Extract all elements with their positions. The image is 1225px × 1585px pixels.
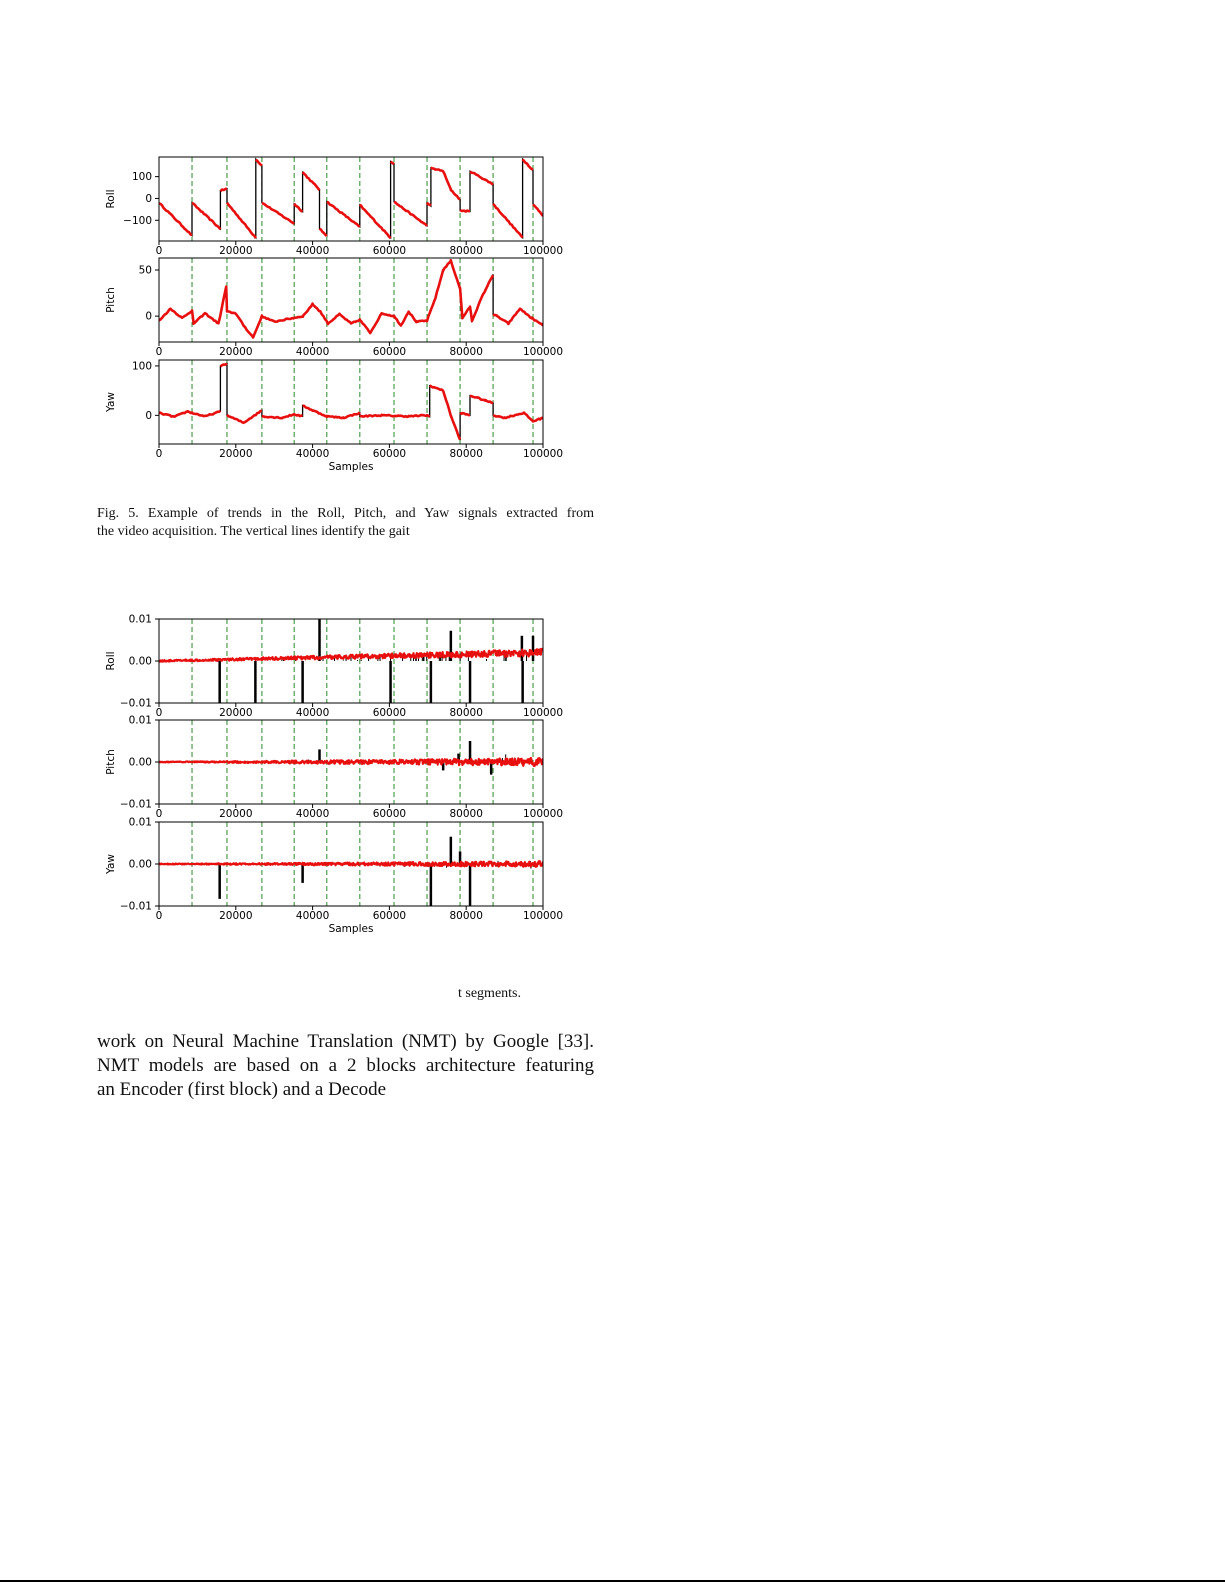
x-tick-label: 40000 [295, 808, 330, 820]
x-tick-label: 0 [155, 346, 163, 358]
x-tick-label: 0 [155, 245, 163, 257]
y-tick-label: −0.01 [119, 798, 152, 811]
x-tick-label: 80000 [449, 448, 483, 460]
panel-yaw [105, 817, 563, 923]
x-tick-label: 40000 [295, 245, 330, 257]
x-tick-label: 80000 [449, 808, 483, 820]
y-axis-label: Pitch [105, 287, 117, 313]
body-line-3: an Encoder (first block) and a Decode [97, 1079, 387, 1100]
y-tick-label: 0.01 [128, 613, 152, 626]
x-tick-label: 100000 [522, 245, 564, 257]
y-axis-label: Yaw [105, 854, 117, 874]
caption-line-2: the video acquisition. The vertical lines identify the gait [97, 524, 410, 539]
panel-pitch [105, 715, 563, 821]
x-tick-label: 40000 [295, 910, 330, 922]
x-tick-label: 100000 [522, 346, 564, 358]
x-tick-label: 100000 [522, 808, 564, 820]
x-tick-label: 100000 [522, 448, 564, 460]
caption-line-1: Fig. 5. Example of trends in the Roll, Pitch, and Yaw signals extracted from [97, 506, 594, 521]
x-tick-label: 60000 [372, 346, 407, 358]
x-tick-label: 0 [155, 448, 163, 460]
roll-pitch-yaw-derivative-chart [95, 612, 565, 942]
y-tick-label: −100 [123, 214, 152, 227]
axes-frame [159, 157, 543, 241]
page-bottom-rule [0, 1580, 1225, 1582]
y-tick-label: 0.00 [128, 858, 152, 871]
body-line-1: work on Neural Machine Translation (NMT) by Google [33]. [97, 1031, 594, 1052]
panel-roll [105, 157, 563, 257]
y-axis-label: Pitch [105, 749, 117, 775]
x-axis-label: Samples [328, 461, 374, 473]
x-tick-label: 40000 [295, 346, 330, 358]
x-tick-label: 60000 [372, 448, 407, 460]
x-tick-label: 80000 [449, 910, 483, 922]
y-axis-label: Yaw [105, 392, 117, 412]
panel-roll [105, 614, 563, 720]
y-tick-label: 100 [131, 360, 152, 373]
y-tick-label: 0.01 [128, 816, 152, 829]
y-tick-label: −0.01 [119, 900, 152, 913]
x-tick-label: 80000 [449, 707, 483, 719]
x-tick-label: 20000 [219, 808, 253, 820]
x-tick-label: 60000 [372, 910, 407, 922]
x-tick-label: 60000 [372, 707, 407, 719]
body-line-2: NMT models are based on a 2 blocks architecture featuring [97, 1055, 594, 1076]
y-tick-label: 0 [145, 409, 152, 422]
y-tick-label: 0.00 [128, 655, 152, 668]
x-tick-label: 80000 [449, 346, 483, 358]
x-tick-label: 60000 [372, 245, 407, 257]
x-tick-label: 20000 [219, 707, 253, 719]
x-tick-label: 0 [155, 910, 163, 922]
x-axis-label: Samples [328, 923, 374, 935]
y-tick-label: −0.01 [119, 697, 152, 710]
y-tick-label: 50 [138, 264, 152, 277]
axes-frame [159, 258, 543, 342]
x-tick-label: 80000 [449, 245, 483, 257]
y-axis-label: Roll [105, 651, 117, 671]
figure-5-caption [97, 505, 594, 541]
roll-pitch-yaw-chart [95, 150, 565, 480]
y-tick-label: 0 [145, 192, 152, 205]
panel-pitch [105, 258, 563, 358]
x-tick-label: 100000 [522, 707, 564, 719]
caption-tail: t segments. [458, 986, 521, 1001]
y-tick-label: 0.00 [128, 756, 152, 769]
x-tick-label: 0 [155, 707, 163, 719]
x-tick-label: 0 [155, 808, 163, 820]
derivative-plot [95, 612, 565, 942]
body-paragraph [97, 1030, 594, 1102]
x-tick-label: 40000 [295, 707, 330, 719]
y-axis-label: Roll [105, 189, 117, 209]
x-tick-label: 40000 [295, 448, 330, 460]
y-tick-label: 0 [145, 310, 152, 323]
y-tick-label: 100 [131, 171, 152, 184]
x-tick-label: 20000 [219, 346, 253, 358]
y-tick-label: 0.01 [128, 714, 152, 727]
x-tick-label: 20000 [219, 245, 253, 257]
figure-5-orientation-plot [95, 150, 565, 480]
x-tick-label: 20000 [219, 910, 253, 922]
x-tick-label: 60000 [372, 808, 407, 820]
x-tick-label: 100000 [522, 910, 564, 922]
panel-yaw [105, 360, 563, 460]
x-tick-label: 20000 [219, 448, 253, 460]
